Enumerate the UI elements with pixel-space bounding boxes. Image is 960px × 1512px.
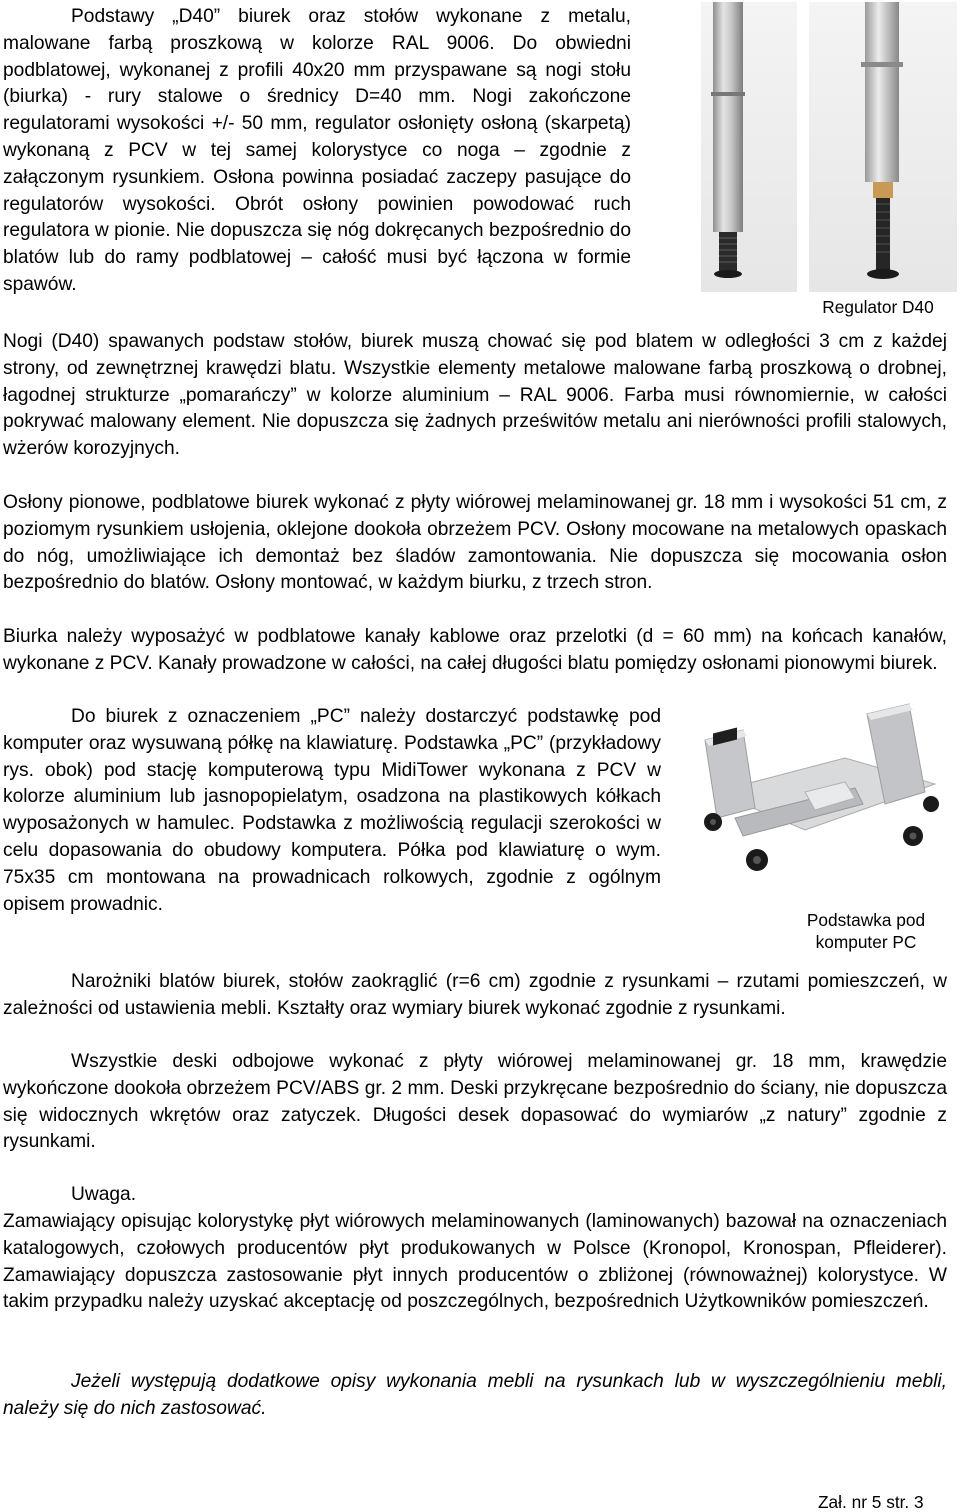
regulator-d40-caption: Regulator D40 (822, 297, 934, 317)
pc-stand-photo (695, 700, 957, 903)
paragraph-legs-placement: Nogi (D40) spawanych podstaw stołów, biurek muszą chować się pod blatem w odległości 3 cm z każdej strony, od zewnętrznej krawędzi blatu. Wszystkie elementy metalowe malowane farbą proszkową o drobnej, łagodnej strukturze „pomarańczy” w kolorze aluminium – RAL 9006. Farba musi równomiernie, w całości pokrywać malowany element. Nie dopuszcza się żadnych prześwitów metalu ani nierówności profili stalowych, wżerów korozyjnych. (3, 331, 947, 460)
regulator-d40-illustration (701, 2, 957, 292)
paragraph-desk-corners: Narożniki blatów biurek, stołów zaokrąglić (r=6 cm) zgodnie z rysunkami – rzutami pomieszczeń, w zależności od ustawienia mebli. Kształty oraz wymiary biurek wykonać zgodnie z rysunkami. (3, 971, 947, 1019)
paragraph-d40-bases: Podstawy „D40” biurek oraz stołów wykonane z metalu, malowane farbą proszkową w kolorze RAL 9006. Do obwiedni podblatowej, wykonanej z profili 40x20 mm przyspawane są nogi stołu (biurka) - rury stalowe o średnicy D=40 mm. Nogi zakończone regulatorami wysokości +/- 50 mm, regulator osłonięty osłoną (skarpetą) wykonaną z PCV w tej samej kolorystyce co noga – zgodnie z załączonym rysunkiem. Osłona powinna posiadać zaczepy pasujące do regulatorów wysokości. Obrót osłony powinien powodować ruch regulatora w pionie. Nie dopuszcza się nóg dokręcanych bezpośrednio do blatów lub do ramy podblatowej – całość musi być łączona w formie spawów. (3, 6, 631, 295)
page-footer: Zał. nr 5 str. 3 (818, 1492, 924, 1512)
paragraph-bumper-boards: Wszystkie deski odbojowe wykonać z płyty wiórowej melaminowanej gr. 18 mm, krawędzie wykończone dookoła obrzeżem PCV/ABS gr. 2 mm. Deski przykręcane bezpośrednio do ściany, nie dopuszcza się widocznych wkrętów oraz zatyczek. Długości desek dopasować do wymiarów „z natury” zgodnie z rysunkami. (3, 1051, 947, 1153)
paragraph-additional-descriptions: Jeżeli występują dodatkowe opisy wykonania mebli na rysunkach lub w wyszczególnieniu mebli, należy się do nich zastosować. (3, 1371, 947, 1419)
pc-stand-caption-line1: Podstawka pod (806, 910, 926, 930)
regulator-d40-photo (701, 2, 957, 292)
paragraph-cable-channels: Biurka należy wyposażyć w podblatowe kanały kablowe oraz przelotki (d = 60 mm) na końcach kanałów, wykonane z PCV. Kanały prowadzone w całości, na całej długości blatu pomiędzy osłonami pionowymi biurek. (3, 626, 947, 674)
pc-stand-illustration (695, 700, 957, 903)
pc-stand-caption (786, 910, 946, 953)
paragraph-color-note: Zamawiający opisując kolorystykę płyt wiórowych melaminowanych (laminowanych) bazował na oznaczeniach katalogowych, czołowych producentów płyt produkowanych w Polsce (Kronopol, Kronospan, Pfleiderer). Zamawiający dopuszcza zastosowanie płyt innych producentów o zbliżonej (równoważnej) kolorystyce. W takim przypadku należy uzyskać akceptację od poszczególnych, bezpośrednich Użytkowników pomieszczeń. (3, 1211, 947, 1313)
paragraph-pc-stand: Do biurek z oznaczeniem „PC” należy dostarczyć podstawkę pod komputer oraz wysuwaną półkę na klawiaturę. Podstawka „PC” (przykładowy rys. obok) pod stację komputerową typu MidiTower wykonana z PCV w kolorze aluminium lub jasnopopielatym, osadzona na plastikowych kółkach wyposażonych w hamulec. Podstawka z możliwością regulacji szerokości w celu dopasowania do obudowy komputera. Półka pod klawiaturę o wym. 75x35 cm montowana na prowadnicach rolkowych, zgodnie z ogólnym opisem prowadnic. (3, 706, 661, 915)
paragraph-vertical-covers: Osłony pionowe, podblatowe biurek wykonać z płyty wiórowej melaminowanej gr. 18 mm i wysokości 51 cm, z poziomym rysunkiem usłojenia, oklejone dookoła obrzeżem PCV. Osłony mocowane na metalowych opaskach do nóg, umożliwiające ich demontaż bez śladów zamontowania. Nie dopuszcza się mocowania osłon bezpośrednio do blatów. Osłony montować, w każdym biurku, z trzech stron. (3, 492, 947, 594)
pc-stand-caption-line2: komputer PC (815, 931, 917, 952)
uwaga-heading: Uwaga. (71, 1184, 137, 1205)
